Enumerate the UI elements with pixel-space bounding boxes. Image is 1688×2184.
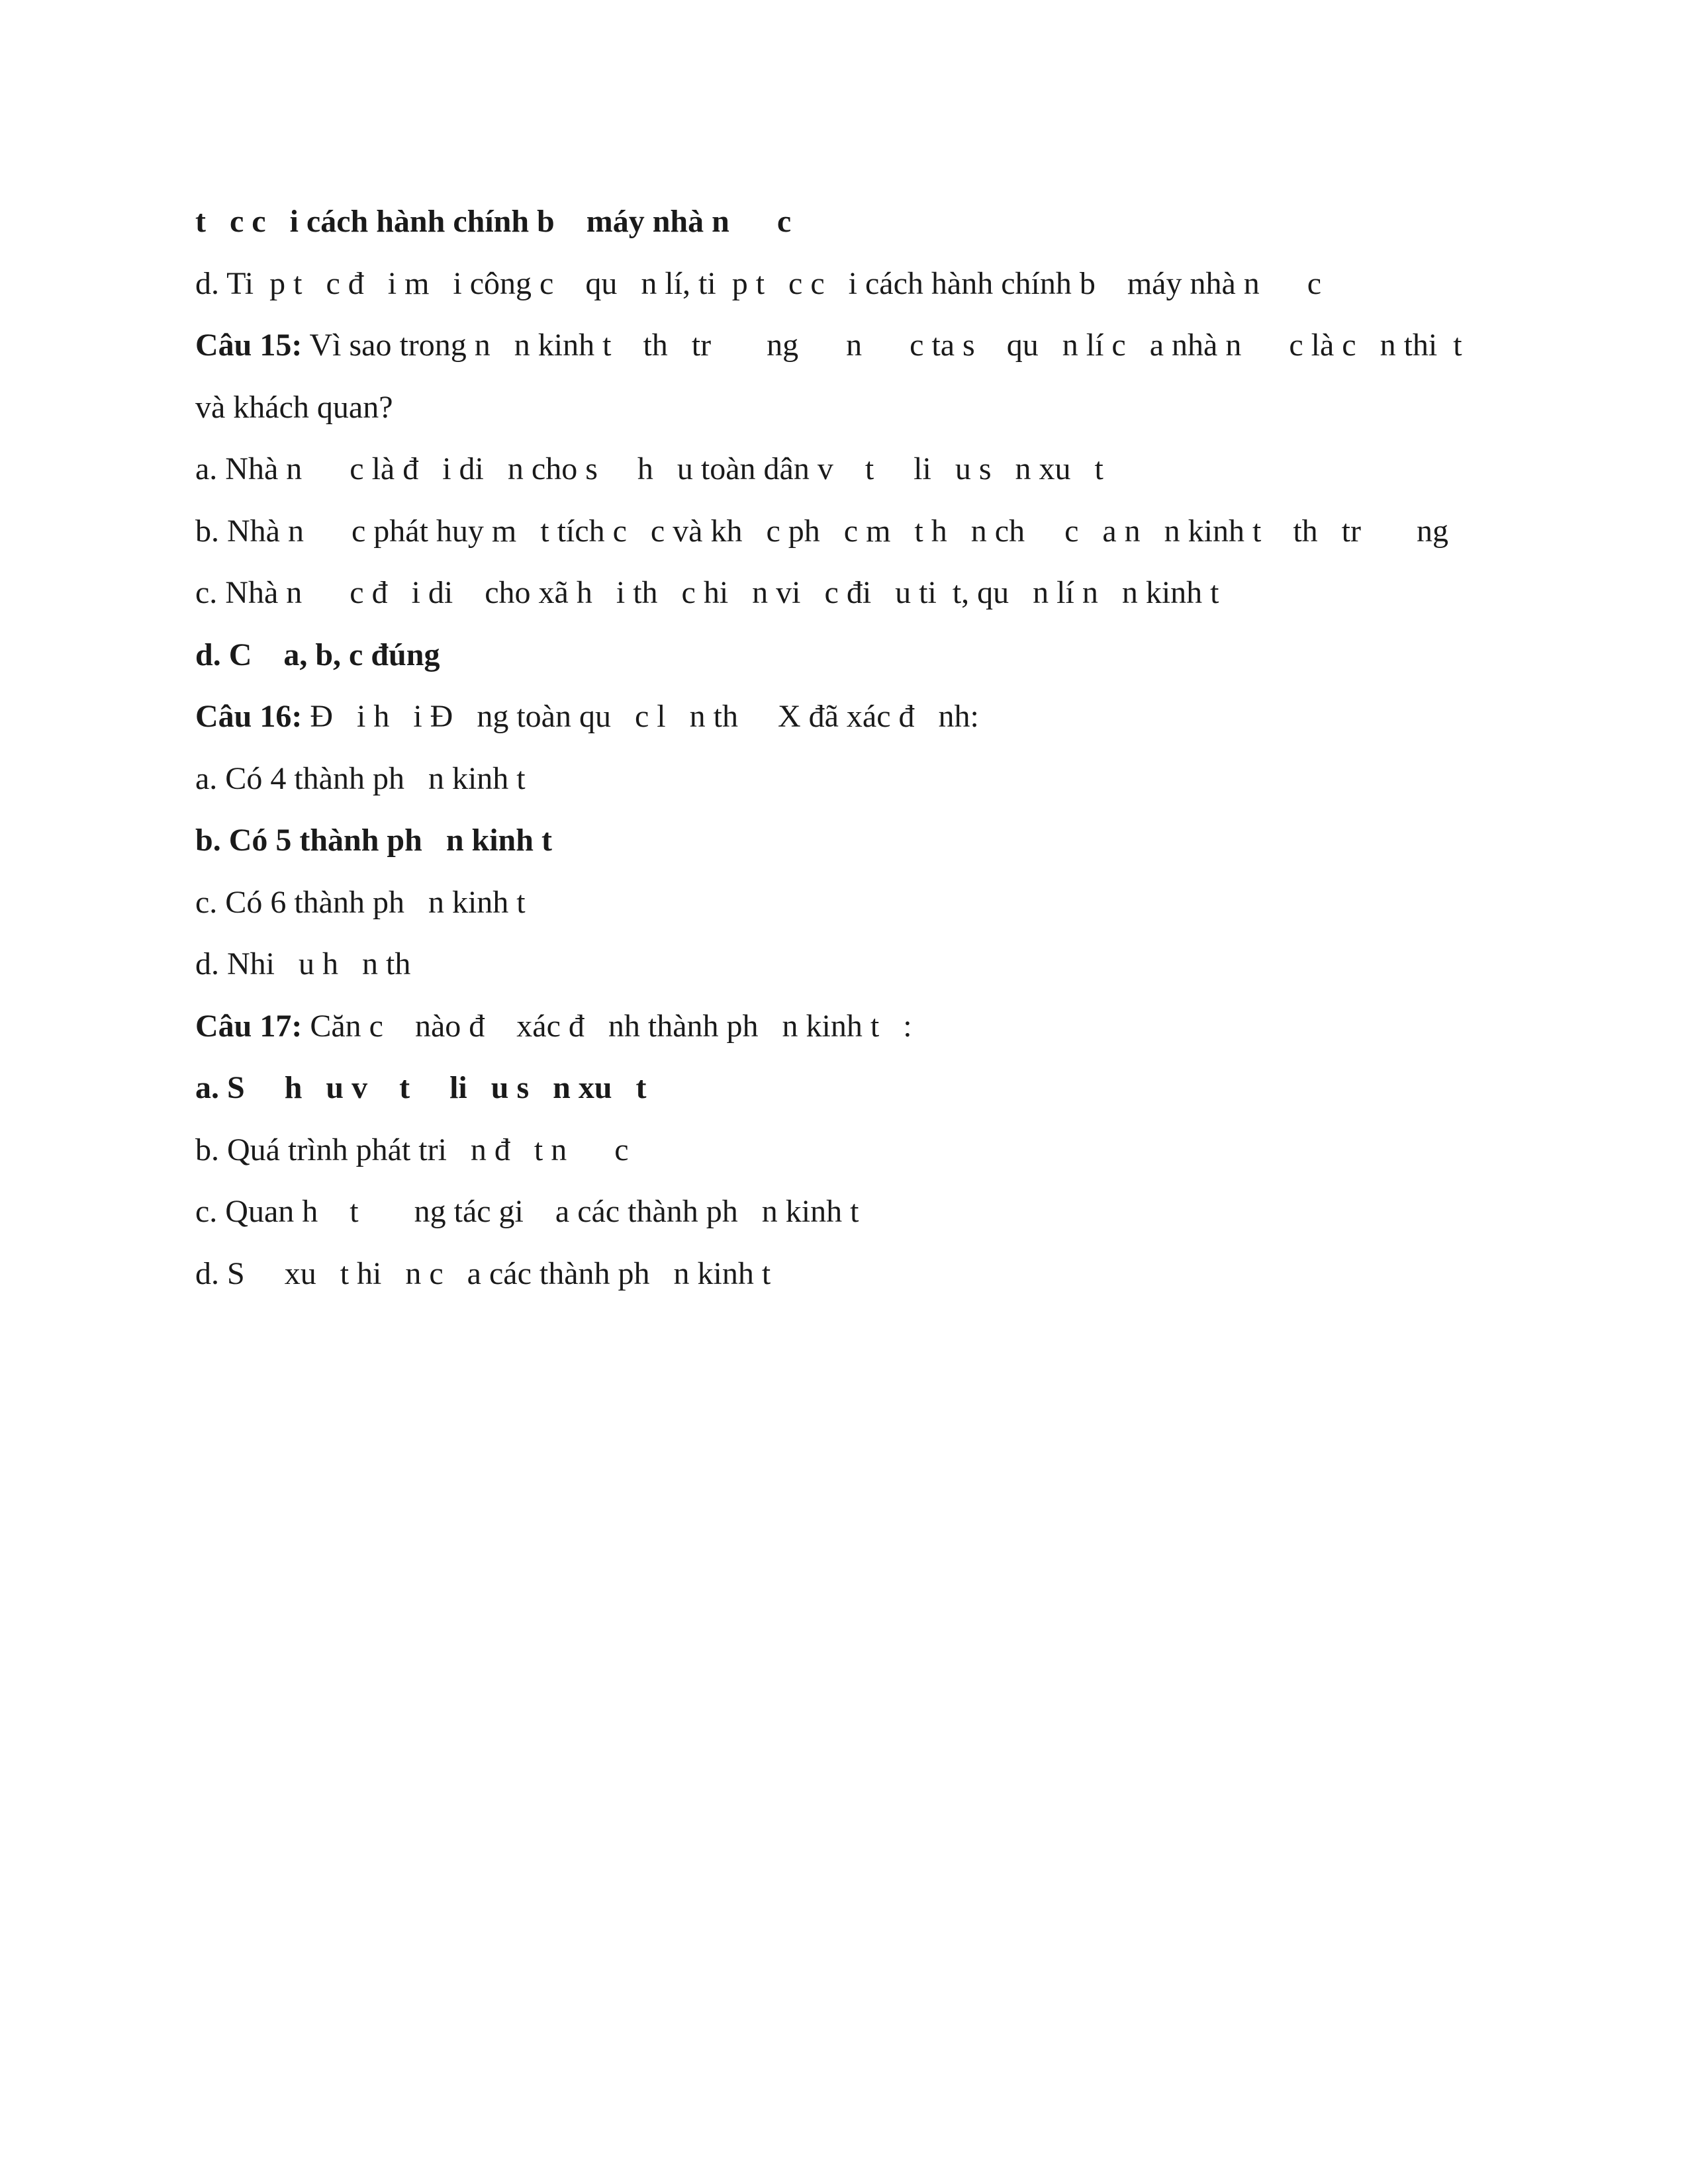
document-page: [195, 191, 1513, 1304]
answer-option-d: d. Ti p t c đ i m i công c qu n lí, ti p t c c i cách hành chính b máy nhà n c: [195, 265, 1322, 301]
answer-option-a-correct: a. S h u v t li u s n xu t: [195, 1070, 647, 1105]
question-16: Câu 16: Đ i h i Đ ng toàn qu c l n th X đã xác đ nh:: [195, 699, 979, 734]
answer-option-c: c. Có 6 thành ph n kinh t: [195, 884, 526, 920]
answer-option-d: d. S xu t hi n c a các thành ph n kinh t: [195, 1255, 771, 1291]
question-15-continuation: và khách quan?: [195, 389, 393, 425]
question-label: Câu 17:: [195, 1008, 303, 1044]
answer-option-a: a. Có 4 thành ph n kinh t: [195, 760, 526, 796]
answer-option-b-correct: b. Có 5 thành ph n kinh t: [195, 823, 552, 858]
answer-option-b: b. Nhà n c phát huy m t tích c c và kh c ph c m t h n ch c a n n kinh t th tr ng: [195, 513, 1448, 549]
question-17: Câu 17: Căn c nào đ xác đ nh thành ph n kinh t :: [195, 1008, 912, 1044]
answer-option-c: c. Quan h t ng tác gi a các thành ph n kinh t: [195, 1194, 859, 1229]
answer-option-d: d. Nhi u h n th: [195, 946, 411, 981]
answer-option-b: b. Quá trình phát tri n đ t n c: [195, 1132, 629, 1167]
question-label: Câu 16:: [195, 699, 303, 734]
answer-option-d-correct: d. C a, b, c đúng: [195, 637, 440, 672]
question-15: Câu 15: Vì sao trong n n kinh t th tr ng n c ta s qu n lí c a nhà n c là c n thi t: [195, 328, 1462, 363]
answer-option-c: c. Nhà n c đ i di cho xã h i th c hi n vi c đi u ti t, qu n lí n n kinh t: [195, 575, 1219, 610]
question-label: Câu 15:: [195, 328, 303, 363]
answer-line-continuation: t c c i cách hành chính b máy nhà n c: [195, 204, 792, 239]
answer-option-a: a. Nhà n c là đ i di n cho s h u toàn dân v t li u s n xu t: [195, 451, 1103, 486]
